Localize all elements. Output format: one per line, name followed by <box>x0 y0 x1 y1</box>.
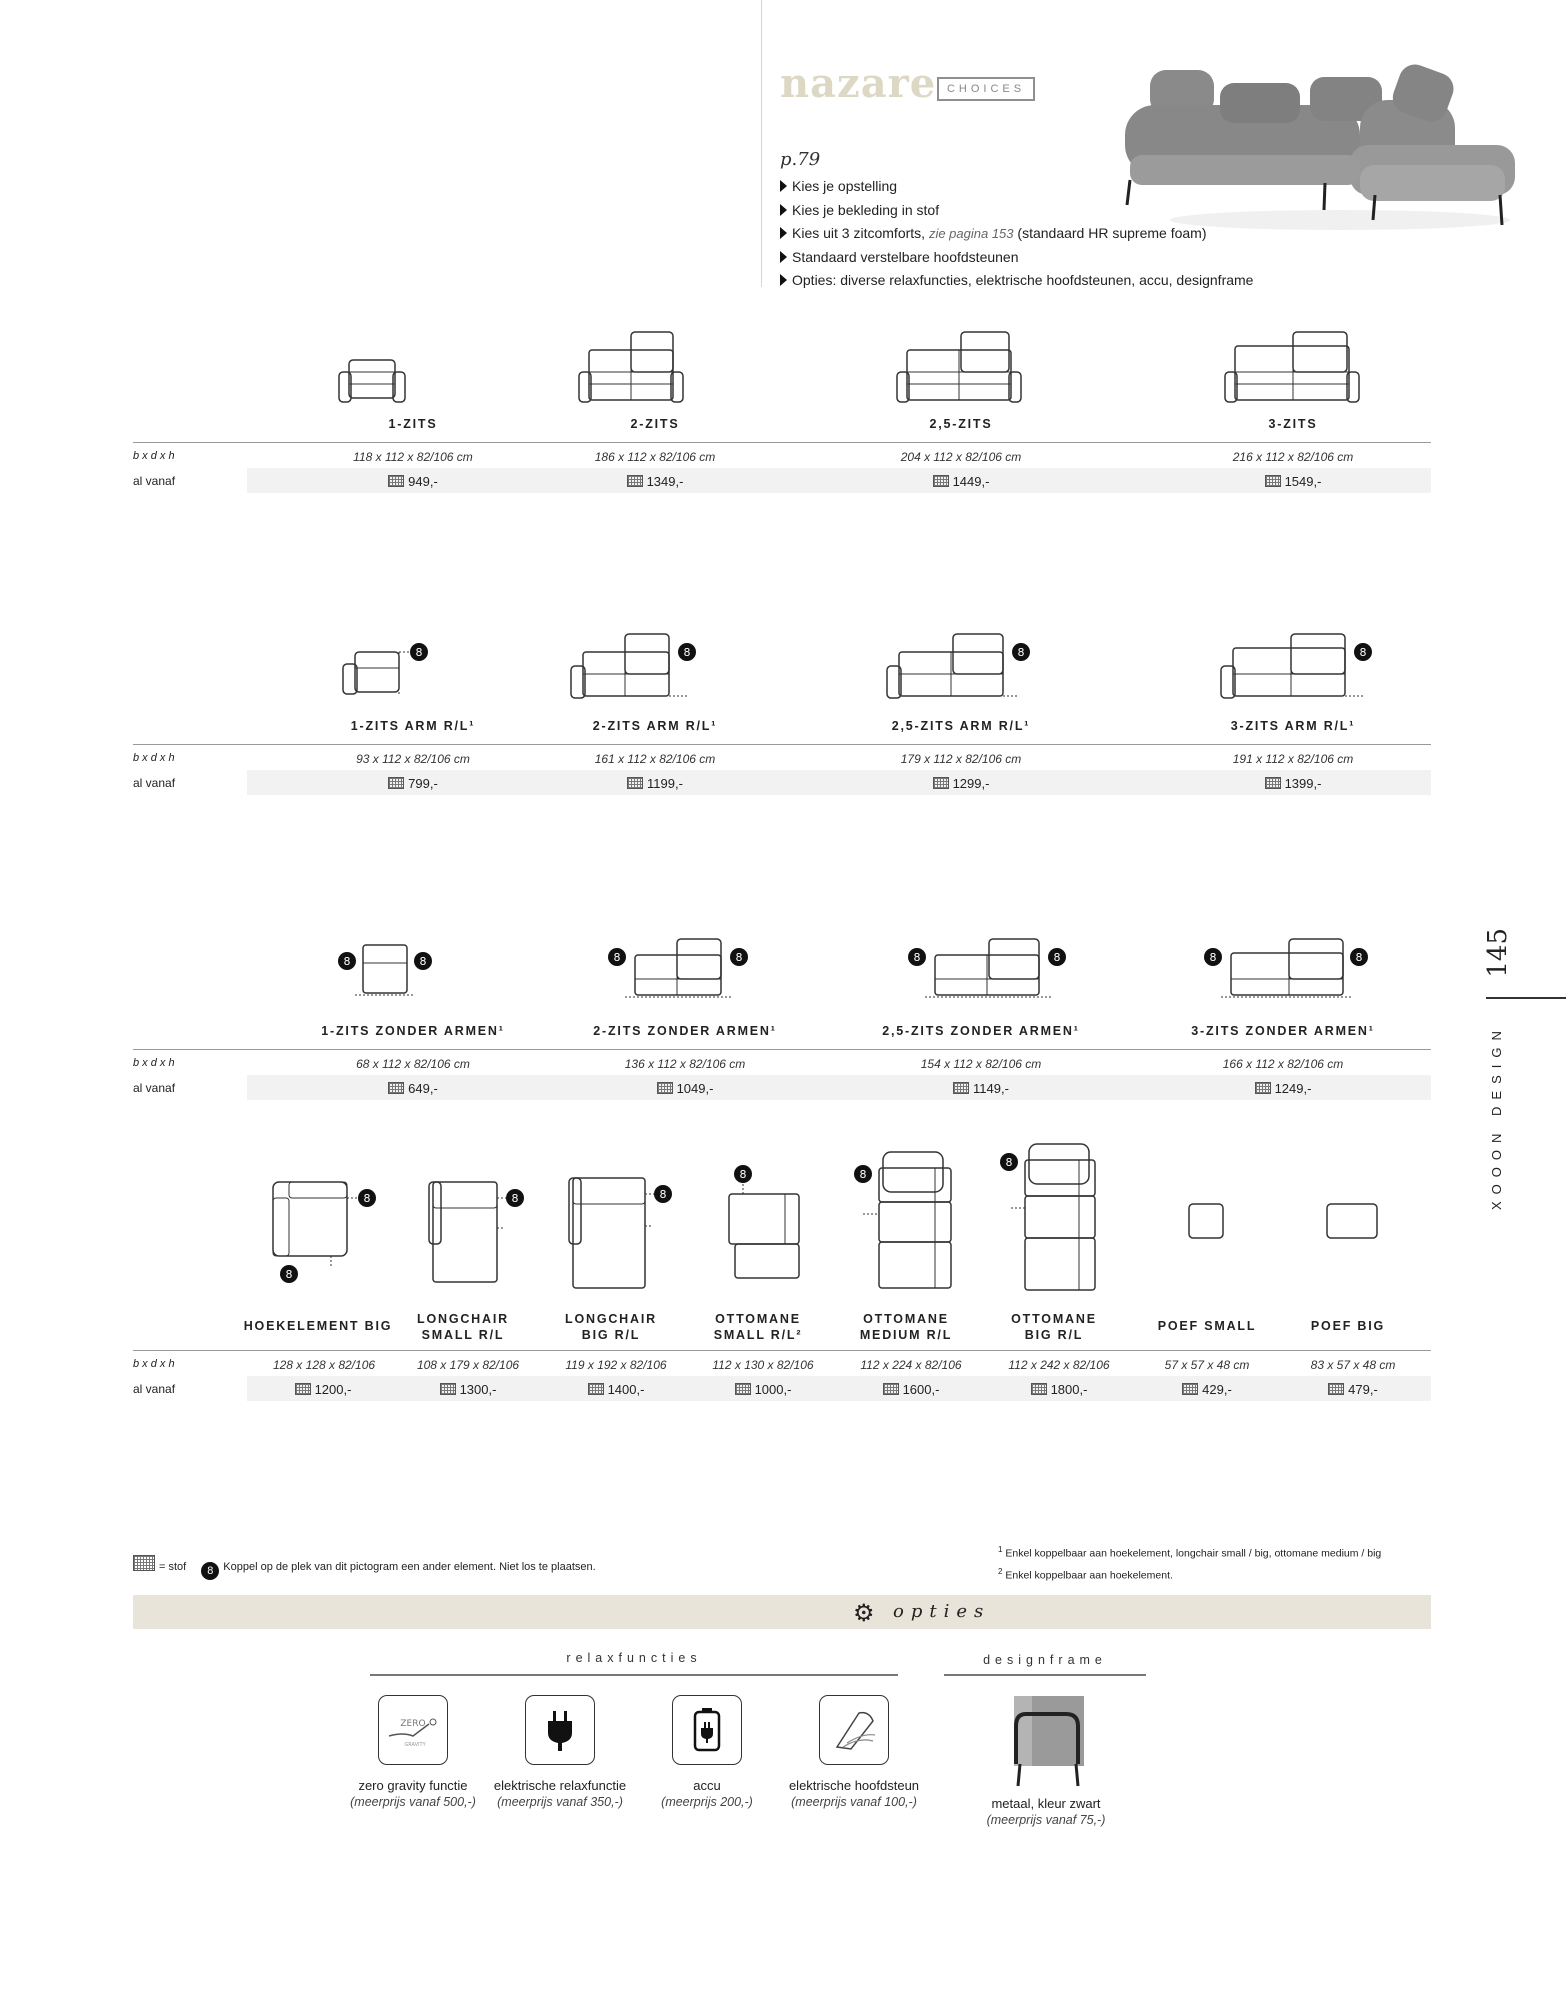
option-name: accu <box>693 1778 721 1793</box>
item-label: 2-ZITS ZONDER ARMEN¹ <box>593 1024 777 1038</box>
item-price: 649,- <box>333 1081 493 1096</box>
page-number: 145 <box>1483 928 1513 978</box>
item-price: 1449,- <box>881 474 1041 489</box>
item-price: 1000,- <box>693 1382 833 1397</box>
item-label: POEF BIG <box>1310 1319 1386 1333</box>
frame-section-rule <box>944 1674 1146 1676</box>
option-designframe <box>970 1690 1122 1828</box>
item-dims: 118 x 112 x 82/106 cm <box>353 450 473 464</box>
feature-item: Kies uit 3 zitcomforts, zie pagina 153 (standaard HR supreme foam) <box>780 222 1253 246</box>
option-name: elektrische hoofdsteun <box>788 1778 920 1793</box>
sofa-3-zits-arm-diagram <box>1213 632 1383 708</box>
triangle-bullet-icon <box>780 274 787 286</box>
sofa-2-zits-diagram <box>575 330 685 404</box>
poef-small-diagram <box>1185 1200 1229 1244</box>
footnote: $^2$ Enkel koppelbaar aan hoekelement. <box>998 1566 1173 1581</box>
item-dims: 136 x 112 x 82/106 cm <box>624 1057 746 1071</box>
triangle-bullet-icon <box>780 180 787 192</box>
item-price: 1600,- <box>841 1382 981 1397</box>
item-label: POEF SMALL <box>1157 1319 1257 1333</box>
item-price: 1149,- <box>901 1081 1061 1096</box>
triangle-bullet-icon <box>780 251 787 263</box>
item-dims: 204 x 112 x 82/106 cm <box>900 450 1022 464</box>
item-dims: 93 x 112 x 82/106 cm <box>356 752 470 766</box>
option-price: (meerprijs vanaf 500,-) <box>350 1795 476 1809</box>
item-dims: 112 x 130 x 82/106 <box>712 1358 814 1372</box>
fabric-icon <box>388 1082 404 1094</box>
sofa-2-zits-arm-diagram <box>563 632 703 708</box>
option-name: elektrische relaxfunctie <box>493 1778 627 1793</box>
fabric-icon <box>627 777 643 789</box>
sofa-2-5-zits-arm-diagram <box>879 632 1039 708</box>
item-dims: 119 x 192 x 82/106 <box>565 1358 667 1372</box>
item-price: 429,- <box>1137 1382 1277 1397</box>
fabric-icon <box>1328 1383 1344 1395</box>
option-name: metaal, kleur zwart <box>991 1796 1101 1811</box>
fabric-icon <box>883 1383 899 1395</box>
item-label: 1-ZITS ZONDER ARMEN¹ <box>321 1024 505 1038</box>
options-title: opties <box>893 1601 991 1622</box>
dims-row-label: b x d x h <box>133 1358 175 1370</box>
option-name: zero gravity functie <box>358 1778 468 1793</box>
item-label: 3-ZITS <box>1268 417 1318 431</box>
sofa-1-zits-diagram <box>333 344 413 404</box>
table-rule <box>133 1350 1431 1351</box>
item-dims: 191 x 112 x 82/106 cm <box>1232 752 1354 766</box>
relax-section-rule <box>370 1674 898 1676</box>
item-label: 2-ZITS <box>630 417 680 431</box>
item-price: 479,- <box>1283 1382 1423 1397</box>
item-price: 1200,- <box>253 1382 393 1397</box>
table-rule <box>133 442 1431 443</box>
longchair-small-diagram <box>423 1178 533 1288</box>
item-label: 2-ZITS ARM R/L¹ <box>592 719 718 733</box>
header-divider <box>761 0 762 287</box>
item-dims: 68 x 112 x 82/106 cm <box>356 1057 470 1071</box>
choices-badge: CHOICES <box>937 77 1035 101</box>
fabric-icon <box>657 1082 673 1094</box>
option-price: (meerprijs vanaf 100,-) <box>791 1795 917 1809</box>
link-icon: 8 <box>201 1562 219 1580</box>
price-row-label: al vanaf <box>133 776 176 790</box>
ottomane-medium-diagram <box>849 1148 969 1298</box>
svg-text:GRAVITY: GRAVITY <box>404 1742 426 1748</box>
sofa-2-5-zits-zonder-armen-diagram <box>903 937 1073 1009</box>
fabric-icon <box>953 1082 969 1094</box>
fabric-icon <box>588 1383 604 1395</box>
feature-item: Kies je opstelling <box>780 175 1253 199</box>
item-dims: 161 x 112 x 82/106 cm <box>594 752 716 766</box>
page-reference: p.79 <box>780 149 821 170</box>
plug-icon <box>525 1695 595 1765</box>
item-price: 1399,- <box>1213 776 1373 791</box>
item-price: 1049,- <box>605 1081 765 1096</box>
fabric-icon <box>295 1383 311 1395</box>
dims-row-label: b x d x h <box>133 1057 175 1069</box>
item-dims: 108 x 179 x 82/106 <box>416 1358 520 1372</box>
item-dims: 128 x 128 x 82/106 <box>272 1358 376 1372</box>
feature-item: Kies je bekleding in stof <box>780 199 1253 223</box>
brand-vertical: XOOON DESIGN <box>1489 1024 1504 1210</box>
poef-big-diagram <box>1323 1200 1383 1244</box>
fabric-icon <box>933 777 949 789</box>
item-label: LONGCHAIR BIG R/L <box>565 1312 657 1342</box>
item-price: 1800,- <box>989 1382 1129 1397</box>
item-dims: 112 x 224 x 82/106 <box>860 1358 962 1372</box>
option-price: (meerprijs vanaf 75,-) <box>986 1813 1106 1827</box>
triangle-bullet-icon <box>780 227 787 239</box>
item-label: 3-ZITS ARM R/L¹ <box>1230 719 1356 733</box>
feature-item: Standaard verstelbare hoofdsteunen <box>780 246 1253 270</box>
ottomane-small-diagram <box>713 1164 813 1284</box>
footnote: $^1$ Enkel koppelbaar aan hoekelement, longchair small / big, ottomane medium / big <box>998 1545 1382 1560</box>
footnotes <box>998 1541 1381 1584</box>
item-price: 1549,- <box>1213 474 1373 489</box>
item-dims: 83 x 57 x 48 cm <box>1310 1358 1396 1372</box>
item-label: LONGCHAIR SMALL R/L <box>417 1312 509 1342</box>
item-label: 3-ZITS ZONDER ARMEN¹ <box>1191 1024 1375 1038</box>
triangle-bullet-icon <box>780 204 787 216</box>
relax-section-title: relaxfuncties <box>566 1651 702 1665</box>
gear-icon: ⚙ <box>853 1600 875 1627</box>
fabric-icon <box>627 475 643 487</box>
option-zero-gravity <box>338 1695 488 1810</box>
item-label: HOEKELEMENT BIG <box>243 1319 393 1333</box>
price-row-label: al vanaf <box>133 1081 176 1095</box>
option-accu <box>632 1695 782 1810</box>
item-label: OTTOMANE MEDIUM R/L <box>859 1312 953 1342</box>
fabric-icon <box>1255 1082 1271 1094</box>
fabric-icon <box>735 1383 751 1395</box>
item-label: 1-ZITS ARM R/L¹ <box>350 719 476 733</box>
item-label: OTTOMANE BIG R/L <box>1011 1312 1097 1342</box>
item-dims: 186 x 112 x 82/106 cm <box>594 450 716 464</box>
fabric-icon <box>1182 1383 1198 1395</box>
fabric-icon <box>133 1555 155 1571</box>
fabric-icon <box>1265 777 1281 789</box>
dims-row-label: b x d x h <box>133 752 175 764</box>
item-label: 2,5-ZITS <box>929 417 993 431</box>
item-label: 2,5-ZITS ARM R/L¹ <box>891 719 1031 733</box>
hoekelement-big-diagram <box>267 1176 387 1286</box>
fabric-icon <box>388 777 404 789</box>
option-electric-relax <box>485 1695 635 1810</box>
page-note: zie pagina 153 <box>928 226 1014 241</box>
item-price: 1400,- <box>546 1382 686 1397</box>
item-price: 799,- <box>333 776 493 791</box>
sofa-2-5-zits-diagram <box>893 330 1027 404</box>
sofa-3-zits-diagram <box>1221 330 1365 404</box>
price-row-label: al vanaf <box>133 474 176 488</box>
frame-section-title: designframe <box>983 1653 1107 1667</box>
sofa-hero-image <box>1120 55 1520 235</box>
headrest-icon <box>819 1695 889 1765</box>
item-label: 2,5-ZITS ZONDER ARMEN¹ <box>882 1024 1080 1038</box>
sofa-3-zits-zonder-armen-diagram <box>1199 937 1375 1009</box>
product-title: nazare <box>780 60 937 107</box>
item-price: 1249,- <box>1203 1081 1363 1096</box>
item-label: 1-ZITS <box>388 417 438 431</box>
item-dims: 57 x 57 x 48 cm <box>1164 1358 1250 1372</box>
option-headrest <box>779 1695 929 1810</box>
legend: = stof 8 Koppel op de plek van dit pictogram een ander element. Niet los te plaatsen. <box>133 1555 596 1580</box>
fabric-icon <box>1265 475 1281 487</box>
item-dims: 166 x 112 x 82/106 cm <box>1222 1057 1344 1071</box>
svg-text:ZERO: ZERO <box>400 1719 426 1729</box>
table-rule <box>133 744 1431 745</box>
item-dims: 179 x 112 x 82/106 cm <box>900 752 1022 766</box>
ottomane-big-diagram <box>991 1140 1111 1298</box>
fabric-icon <box>933 475 949 487</box>
item-price: 1300,- <box>398 1382 538 1397</box>
option-price: (meerprijs 200,-) <box>661 1795 753 1809</box>
feature-item: Opties: diverse relaxfuncties, elektrische hoofdsteunen, accu, designframe <box>780 269 1253 293</box>
battery-icon <box>672 1695 742 1765</box>
sofa-2-zits-zonder-armen-diagram <box>603 937 753 1007</box>
item-price: 1349,- <box>575 474 735 489</box>
zero-gravity-icon <box>378 1695 448 1765</box>
fabric-icon <box>388 475 404 487</box>
options-bar <box>133 1595 1431 1629</box>
longchair-big-diagram <box>563 1174 683 1292</box>
designframe-image <box>996 1690 1096 1790</box>
item-price: 1199,- <box>575 776 735 791</box>
fabric-icon <box>440 1383 456 1395</box>
price-row-label: al vanaf <box>133 1382 176 1396</box>
item-price: 949,- <box>333 474 493 489</box>
table-rule <box>133 1049 1431 1050</box>
option-price: (meerprijs vanaf 350,-) <box>497 1795 623 1809</box>
fabric-icon <box>1031 1383 1047 1395</box>
item-dims: 112 x 242 x 82/106 <box>1008 1358 1110 1372</box>
side-rule <box>1486 997 1566 999</box>
dims-row-label: b x d x h <box>133 450 175 462</box>
item-label: OTTOMANE SMALL R/L² <box>713 1312 803 1342</box>
sofa-1-zits-arm-diagram <box>333 638 433 708</box>
sofa-1-zits-zonder-armen-diagram <box>333 937 443 1007</box>
item-dims: 216 x 112 x 82/106 cm <box>1232 450 1354 464</box>
item-dims: 154 x 112 x 82/106 cm <box>920 1057 1042 1071</box>
item-price: 1299,- <box>881 776 1041 791</box>
